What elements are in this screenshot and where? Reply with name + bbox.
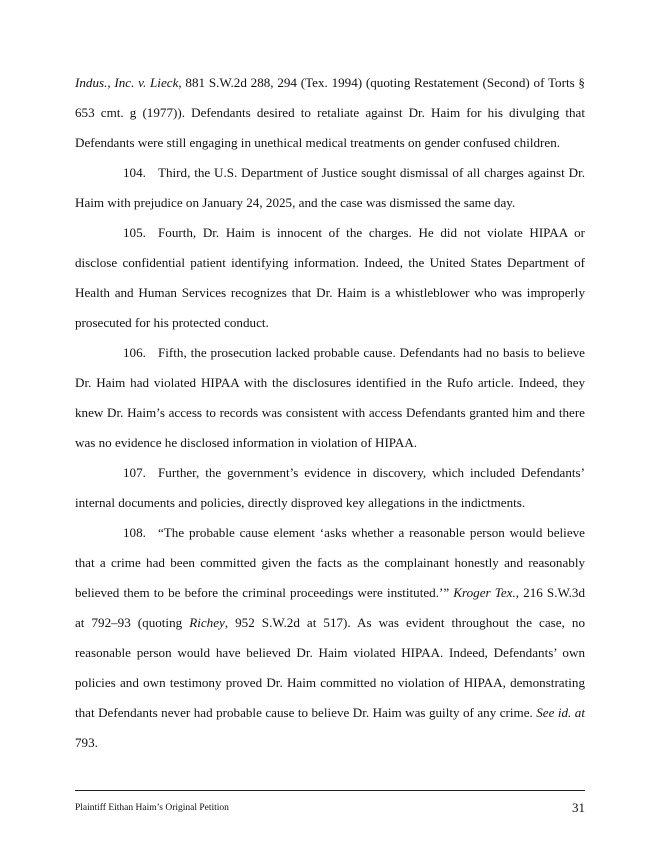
paragraph-107 xyxy=(75,458,585,518)
paragraph-text: Further, the government’s evidence in discovery, which included Defendants’ internal documents and policies, directly disproved key allegations in the indictments. xyxy=(75,465,585,510)
continuation-paragraph xyxy=(75,68,585,158)
paragraph-104 xyxy=(75,158,585,218)
paragraph-number: 104. xyxy=(123,165,146,180)
paragraph-number: 108. xyxy=(123,525,146,540)
paragraph-text: 793. xyxy=(75,735,98,750)
footer-rule xyxy=(75,790,585,791)
paragraph-108 xyxy=(75,518,585,758)
case-citation: See id. at xyxy=(536,705,585,720)
paragraph-106 xyxy=(75,338,585,458)
footer-title: Plaintiff Eithan Haim’s Original Petition xyxy=(75,803,229,813)
paragraph-text: “The probable cause element ‘asks whether a reasonable person would believe that a crime had been committed given the facts as the complainant honestly and reasonably believed them to be before the criminal proceedings were instituted.’” xyxy=(75,525,585,600)
paragraph-number: 106. xyxy=(123,345,146,360)
paragraph-number: 105. xyxy=(123,225,146,240)
case-citation: Kroger Tex. xyxy=(453,585,516,600)
paragraph-number: 107. xyxy=(123,465,146,480)
paragraph-text: Third, the U.S. Department of Justice sought dismissal of all charges against Dr. Haim with prejudice on January 24, 2025, and the case was dismissed the same day. xyxy=(75,165,585,210)
paragraph-text: , 881 S.W.2d 288, 294 (Tex. 1994) (quoting Restatement (Second) of Torts § 653 cmt. g (1977)). Defendants desired to retaliate against Dr. Haim for his divulging that Defendants were still engaging in unethical medical treatments on gender confused children. xyxy=(75,75,585,150)
document-body xyxy=(75,68,585,758)
paragraph-text: , 952 S.W.2d at 517). As was evident throughout the case, no reasonable person would have believed Dr. Haim violated HIPAA. Indeed, Defendants’ own policies and own testimony proved Dr. Haim committed no violation of HIPAA, demonstrating that Defendants never had probable cause to believe Dr. Haim was guilty of any crime. xyxy=(75,615,585,720)
paragraph-105 xyxy=(75,218,585,338)
paragraph-text: Fifth, the prosecution lacked probable cause. Defendants had no basis to believe Dr. Haim had violated HIPAA with the disclosures identified in the Rufo article. Indeed, they knew Dr. Haim’s access to records was consistent with access Defendants granted him and there was no evidence he disclosed information in violation of HIPAA. xyxy=(75,345,585,450)
paragraph-text: Fourth, Dr. Haim is innocent of the charges. He did not violate HIPAA or disclose confidential patient identifying information. Indeed, the United States Department of Health and Human Services recognizes that Dr. Haim is a whistleblower who was improperly prosecuted for his protected conduct. xyxy=(75,225,585,330)
page-number: 31 xyxy=(572,800,585,815)
case-citation: Richey xyxy=(189,615,225,630)
paragraph-text: , 216 S.W.3d at 792–93 (quoting xyxy=(75,585,585,630)
case-citation: Indus., Inc. v. Lieck xyxy=(75,75,179,90)
